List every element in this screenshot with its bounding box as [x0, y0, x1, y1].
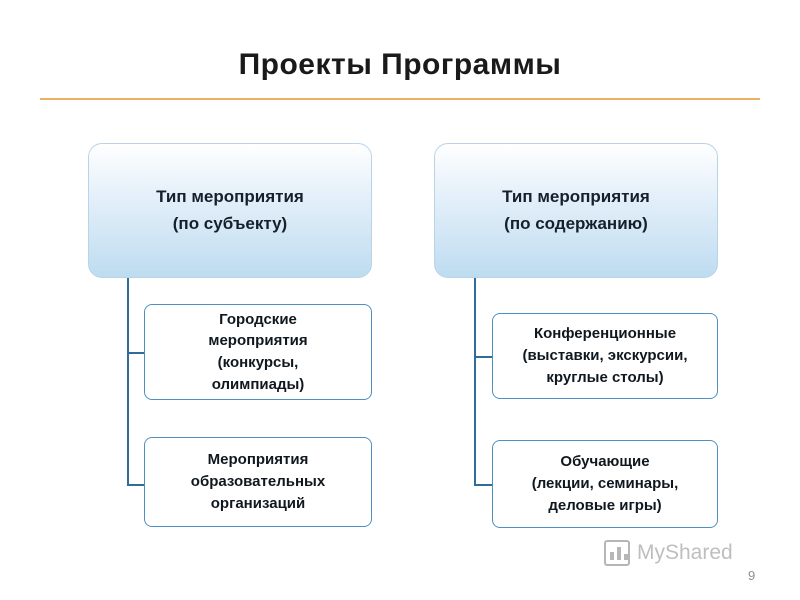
node-line: круглые столы) — [546, 368, 664, 386]
watermark — [604, 540, 733, 566]
bar-chart-icon — [604, 540, 630, 566]
node-line: (выставки, экскурсии, — [522, 347, 688, 365]
node-type-by-content — [434, 143, 718, 278]
node-training-events — [492, 440, 718, 528]
connector-vertical-right — [474, 278, 476, 486]
connector-horizontal-right-1 — [474, 356, 493, 358]
node-line: Конференционные — [533, 325, 677, 343]
node-line: организаций — [210, 494, 306, 512]
connector-horizontal-left-2 — [127, 484, 145, 486]
node-type-by-subject — [88, 143, 372, 278]
node-line: мероприятия — [208, 332, 308, 350]
node-conference-events — [492, 313, 718, 399]
watermark-label: MyShared — [637, 541, 733, 564]
node-city-events — [144, 304, 372, 400]
node-line: (лекции, семинары, — [531, 475, 679, 493]
connector-vertical-left — [127, 278, 129, 486]
node-line: (конкурсы, — [217, 354, 299, 371]
node-line: (по содержанию) — [504, 213, 648, 233]
node-line: олимпиады) — [211, 375, 305, 393]
node-line: Тип мероприятия — [156, 187, 304, 207]
bar-chart-icon-bar — [624, 554, 628, 560]
node-line: (по субъекту) — [172, 213, 288, 233]
page-number: 9 — [748, 568, 756, 583]
node-line: деловые игры) — [548, 496, 662, 514]
page-title: Проекты Программы — [238, 48, 562, 81]
node-educational-org-events — [144, 437, 372, 527]
node-line: Обучающие — [560, 453, 650, 471]
node-line: Мероприятия — [207, 451, 309, 469]
title-divider — [40, 98, 760, 100]
connector-horizontal-left-1 — [127, 352, 145, 354]
node-line: образовательных — [190, 473, 326, 491]
node-line: Тип мероприятия — [502, 187, 650, 207]
node-line: Городские — [219, 310, 297, 328]
connector-horizontal-right-2 — [474, 484, 493, 486]
